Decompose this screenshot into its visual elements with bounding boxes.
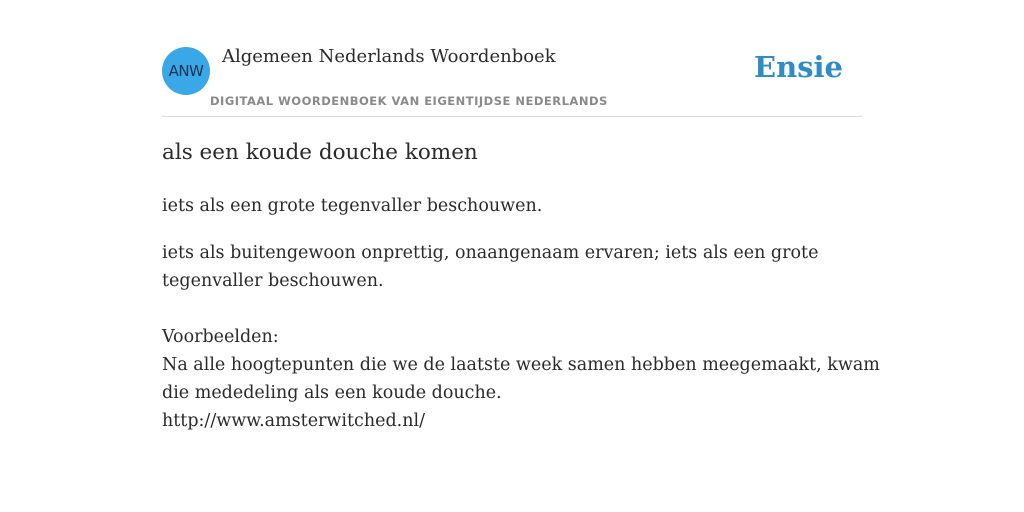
definition-long-line: iets als buitengewoon onprettig, onaangenaam ervaren; iets als een grote bbox=[162, 243, 819, 263]
definition-long-block bbox=[162, 239, 880, 435]
example-line: die mededeling als een koude douche. bbox=[162, 383, 502, 403]
entry-title: als een koude douche komen bbox=[162, 140, 478, 165]
definition-long-line: tegenvaller beschouwen. bbox=[162, 271, 384, 291]
source-link[interactable]: http://www.amsterwitched.nl/ bbox=[162, 411, 425, 431]
example-line: Na alle hoogtepunten die we de laatste week samen hebben meegemaakt, kwam bbox=[162, 355, 880, 375]
anw-logo[interactable]: ANW bbox=[162, 47, 210, 95]
examples-label: Voorbeelden: bbox=[162, 327, 279, 347]
spacer bbox=[162, 295, 862, 323]
site-subtitle: DIGITAAL WOORDENBOEK VAN EIGENTIJDSE NEDERLANDS bbox=[210, 94, 608, 108]
dictionary-card bbox=[162, 0, 880, 512]
definition-short: iets als een grote tegenvaller beschouwen. bbox=[162, 196, 543, 216]
header bbox=[162, 0, 862, 117]
site-title[interactable]: Algemeen Nederlands Woordenboek bbox=[222, 46, 556, 67]
ensie-brand-logo[interactable]: Ensie bbox=[754, 50, 843, 84]
